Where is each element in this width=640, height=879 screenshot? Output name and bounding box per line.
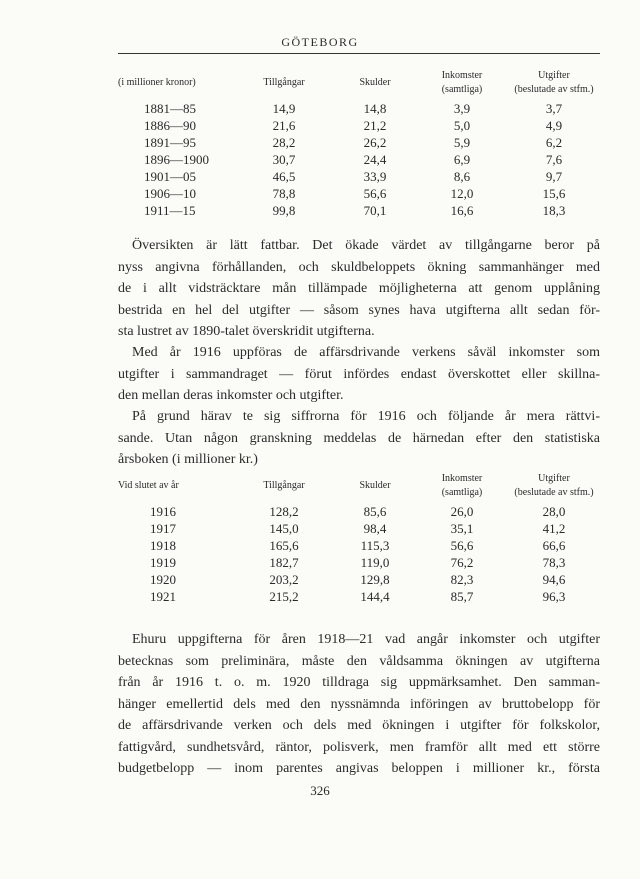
paragraph-expense-growth (118, 629, 600, 780)
table2-body (118, 503, 600, 605)
table1-header-income-title: Inkomster (441, 69, 483, 81)
value-cell: 26,0 (450, 504, 474, 519)
table1-header-expenses (508, 66, 600, 100)
table-row (118, 503, 600, 520)
value-cell: 24,4 (363, 152, 387, 167)
value-cell: 165,6 (269, 538, 299, 553)
text-line: Med år 1916 uppföras de affärsdrivande verkens såväl inkomster som (132, 345, 600, 360)
value-cell: 128,2 (269, 504, 299, 519)
value-cell: 30,7 (272, 152, 296, 167)
text-line: På grund härav te sig siffrorna för 1916 och följande år mera rättvi- (132, 409, 600, 424)
value-cell: 21,2 (363, 118, 387, 133)
table-row (118, 117, 600, 134)
row-label-cell: 1886—90 (144, 118, 196, 133)
finance-table-1916-1921 (118, 469, 600, 605)
text-line: de affärsdrivande verken och dels med ökningen i utgifter för folkskolor, (118, 718, 600, 733)
table-row (118, 168, 600, 185)
value-cell: 215,2 (269, 589, 299, 604)
value-cell: 7,6 (545, 152, 563, 167)
value-cell: 94,6 (542, 572, 566, 587)
value-cell: 35,1 (450, 521, 474, 536)
value-cell: 5,0 (453, 118, 471, 133)
table2-header-expenses (508, 469, 600, 503)
text-line: sta lustret av 1890-talet överskridit utgifterna. (118, 324, 375, 339)
text-line: årsboken (i millioner kr.) (118, 452, 258, 467)
table2-header-year: Vid slutet av år (118, 479, 179, 491)
table-row (118, 202, 600, 219)
value-cell: 78,8 (272, 186, 296, 201)
value-cell: 203,2 (269, 572, 299, 587)
paragraph-1916-inclusion (118, 342, 600, 407)
table-row (118, 537, 600, 554)
row-label-cell: 1891—95 (144, 135, 196, 150)
value-cell: 26,2 (363, 135, 387, 150)
row-label-cell: 1919 (150, 555, 176, 570)
table1-header-assets: Tillgångar (263, 76, 305, 88)
table1-header-expenses-note: (beslutade av stfm.) (514, 84, 594, 95)
value-cell: 15,6 (542, 186, 566, 201)
value-cell: 14,9 (272, 101, 296, 116)
text-line: sande. Utan någon granskning meddelas de härnedan efter den statistiska (118, 430, 600, 446)
text-line: Ehuru uppgifterna för åren 1918—21 vad angår inkomster och utgifter (132, 632, 600, 647)
value-cell: 145,0 (269, 521, 299, 536)
table-row (118, 520, 600, 537)
value-cell: 6,2 (545, 135, 563, 150)
value-cell: 82,3 (450, 572, 474, 587)
row-label-cell: 1920 (150, 572, 176, 587)
text-line: fattigvård, sundhetsvård, räntor, polisverk, men framför allt med ett större (118, 739, 600, 755)
value-cell: 182,7 (269, 555, 299, 570)
page-number: 326 (310, 783, 330, 798)
value-cell: 144,4 (360, 589, 390, 604)
value-cell: 56,6 (450, 538, 474, 553)
table2-header-income-title: Inkomster (441, 472, 483, 484)
value-cell: 4,9 (545, 118, 563, 133)
running-head: GÖTEBORG (281, 35, 359, 49)
table2-header-expenses-note: (beslutade av stfm.) (514, 487, 594, 498)
value-cell: 66,6 (542, 538, 566, 553)
text-line: utgifter i sammandraget — förut infördes endast överskottet eller skillna- (118, 366, 600, 382)
value-cell: 12,0 (450, 186, 474, 201)
value-cell: 3,9 (453, 101, 471, 116)
row-label-cell: 1906—10 (144, 186, 196, 201)
table-row (118, 185, 600, 202)
table1-header-debts: Skulder (359, 76, 391, 88)
text-line: de i allt vidsträcktare mån tillämpade möjligheterna att genom upplåning (118, 281, 600, 296)
text-line: den mellan deras inkomster och utgifter. (118, 388, 344, 403)
row-label-cell: 1921 (150, 589, 176, 604)
value-cell: 8,6 (453, 169, 471, 184)
finance-table-1881-1915 (118, 66, 600, 219)
value-cell: 70,1 (363, 203, 387, 218)
value-cell: 41,2 (542, 521, 566, 536)
value-cell: 85,6 (363, 504, 387, 519)
table2-header-expenses-title: Utgifter (538, 472, 570, 484)
value-cell: 99,8 (272, 203, 296, 218)
value-cell: 5,9 (453, 135, 471, 150)
table1-header-income-note: (samtliga) (441, 84, 483, 95)
paragraph-1916-figures (118, 406, 600, 471)
text-line: budgetbelopp — inom parentes angivas beloppen i millioner kr., första (118, 761, 600, 776)
value-cell: 85,7 (450, 589, 474, 604)
value-cell: 119,0 (360, 555, 390, 570)
row-label-cell: 1918 (150, 538, 176, 553)
table2-header-income (416, 469, 508, 503)
value-cell: 78,3 (542, 555, 566, 570)
value-cell: 16,6 (450, 203, 474, 218)
table2-header-debts: Skulder (359, 479, 391, 491)
table-row (118, 571, 600, 588)
value-cell: 56,6 (363, 186, 387, 201)
value-cell: 14,8 (363, 101, 387, 116)
value-cell: 96,3 (542, 589, 566, 604)
value-cell: 21,6 (272, 118, 296, 133)
row-label-cell: 1881—85 (144, 101, 196, 116)
row-label-cell: 1911—15 (144, 203, 196, 218)
header-rule (118, 53, 600, 54)
text-line: betecknas som preliminära, måste den våldsamma ökningen av utgifterna (118, 653, 600, 669)
row-label-cell: 1901—05 (144, 169, 196, 184)
text-line: hänger emellertid dels med den nyssnämnda införingen av bruttobelopp för (118, 696, 600, 712)
table1-header-period: (i millioner kronor) (118, 76, 196, 88)
value-cell: 76,2 (450, 555, 474, 570)
value-cell: 28,2 (272, 135, 296, 150)
value-cell: 18,3 (542, 203, 566, 218)
row-label-cell: 1916 (150, 504, 176, 519)
table1-header-expenses-title: Utgifter (538, 69, 570, 81)
value-cell: 98,4 (363, 521, 387, 536)
value-cell: 46,5 (272, 169, 296, 184)
table1-body (118, 100, 600, 219)
table-row (118, 151, 600, 168)
value-cell: 9,7 (545, 169, 563, 184)
table2-header-income-note: (samtliga) (441, 487, 483, 498)
table-row (118, 100, 600, 117)
table-row (118, 134, 600, 151)
table-row (118, 554, 600, 571)
row-label-cell: 1896—1900 (144, 152, 209, 167)
text-line: nyss angivna förhållanden, och skuldbeloppets ökning sammanhänger med (118, 259, 600, 275)
text-line: Översikten är lätt fattbar. Det ökade värdet av tillgångarne beror på (132, 238, 600, 253)
text-line: bestrida en hel del utgifter — såsom synes hava utgifterna allt sedan för- (118, 302, 600, 318)
row-label-cell: 1917 (150, 521, 176, 536)
value-cell: 115,3 (360, 538, 390, 553)
value-cell: 28,0 (542, 504, 566, 519)
table-row (118, 588, 600, 605)
text-line: från år 1916 t. o. m. 1920 tilldraga sig uppmärksamhet. Den samman- (118, 675, 600, 690)
table2-header-assets: Tillgångar (263, 479, 305, 491)
value-cell: 3,7 (545, 101, 563, 116)
value-cell: 6,9 (453, 152, 471, 167)
paragraph-overview (118, 235, 600, 343)
value-cell: 33,9 (363, 169, 387, 184)
value-cell: 129,8 (360, 572, 390, 587)
table1-header-income (416, 66, 508, 100)
